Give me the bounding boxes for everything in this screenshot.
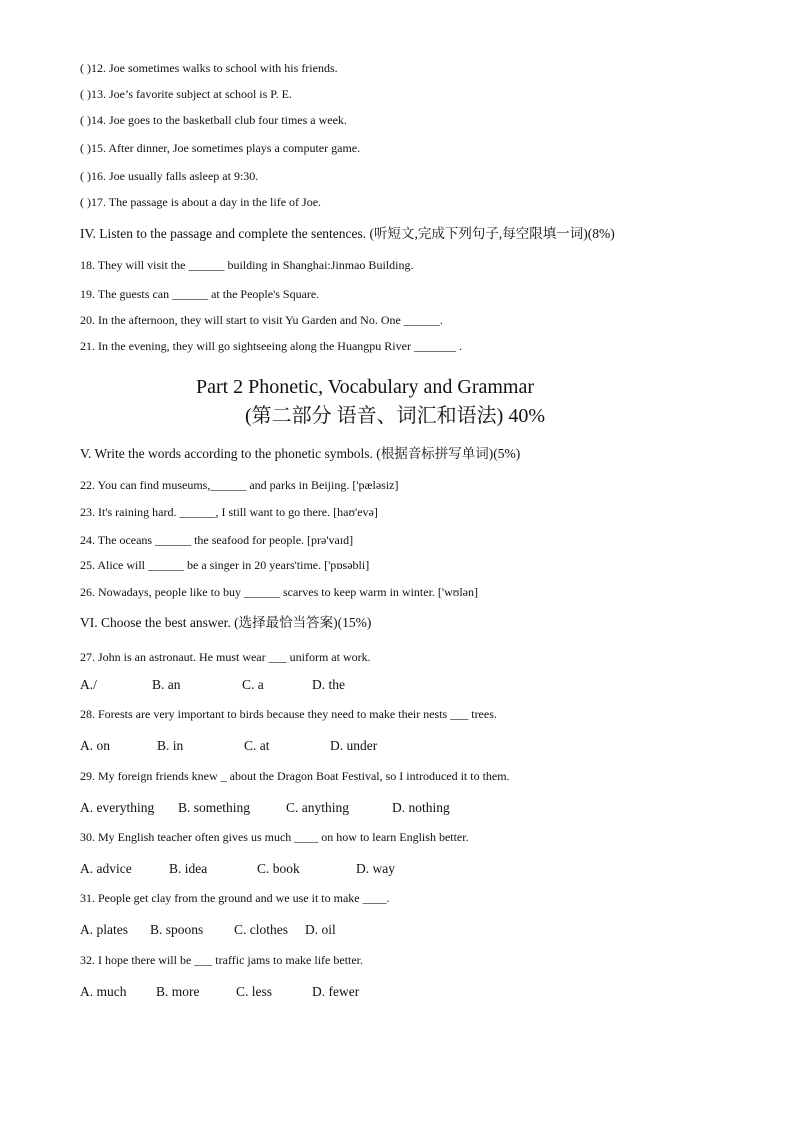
answer-options xyxy=(80,677,540,693)
option-d[interactable]: D. under xyxy=(330,738,378,753)
true-false-item: ( )15. After dinner, Joe sometimes plays a computer game. xyxy=(80,141,361,155)
question-stem: 30. My English teacher often gives us much ____ on how to learn English better. xyxy=(80,830,469,844)
option-a[interactable]: A. on xyxy=(80,738,110,753)
question-stem: 27. John is an astronaut. He must wear ___ uniform at work. xyxy=(80,650,371,664)
option-a[interactable]: A. everything xyxy=(80,800,155,815)
option-d[interactable]: D. way xyxy=(356,861,395,876)
question-stem: 28. Forests are very important to birds because they need to make their nests ___ trees. xyxy=(80,707,497,721)
true-false-item: ( )12. Joe sometimes walks to school with his friends. xyxy=(80,61,338,75)
true-false-item: ( )13. Joe’s favorite subject at school is P. E. xyxy=(80,87,292,101)
answer-options xyxy=(80,922,540,938)
fill-in-item: 20. In the afternoon, they will start to visit Yu Garden and No. One ______. xyxy=(80,313,443,327)
option-a[interactable]: A./ xyxy=(80,677,97,692)
question-stem: 31. People get clay from the ground and we use it to make ____. xyxy=(80,891,390,905)
option-b[interactable]: B. more xyxy=(156,984,200,999)
spelling-item: 26. Nowadays, people like to buy ______ scarves to keep warm in winter. ['wʊlən] xyxy=(80,585,478,599)
option-a[interactable]: A. plates xyxy=(80,922,128,937)
spelling-item: 23. It's raining hard. ______, I still want to go there. [haʊ'evə] xyxy=(80,505,378,519)
part2-title: Part 2 Phonetic, Vocabulary and Grammar xyxy=(195,376,535,398)
fill-in-item: 18. They will visit the ______ building in Shanghai:Jinmao Building. xyxy=(80,258,414,272)
option-c[interactable]: C. anything xyxy=(286,800,349,815)
option-c[interactable]: C. less xyxy=(236,984,273,999)
spelling-item: 25. Alice will ______ be a singer in 20 years'time. ['pɒsəbli] xyxy=(80,558,370,572)
answer-options xyxy=(80,984,540,1000)
option-d[interactable]: D. fewer xyxy=(312,984,360,999)
option-b[interactable]: B. spoons xyxy=(150,922,204,937)
answer-options xyxy=(80,738,540,754)
spelling-item: 22. You can find museums,______ and parks in Beijing. ['pæləsiz] xyxy=(80,478,399,492)
option-c[interactable]: C. book xyxy=(257,861,300,876)
option-c[interactable]: C. at xyxy=(244,738,270,753)
option-d[interactable]: D. oil xyxy=(305,922,336,937)
part2-subtitle: (第二部分 语音、词汇和语法) 40% xyxy=(245,405,545,427)
option-b[interactable]: B. in xyxy=(157,738,184,753)
option-a[interactable]: A. advice xyxy=(80,861,132,876)
true-false-item: ( )17. The passage is about a day in the life of Joe. xyxy=(80,195,322,209)
option-d[interactable]: D. nothing xyxy=(392,800,450,815)
answer-options xyxy=(80,800,540,816)
question-stem: 32. I hope there will be ___ traffic jams to make life better. xyxy=(80,953,364,967)
spelling-item: 24. The oceans ______ the seafood for people. [prə'vaɪd] xyxy=(80,533,354,547)
fill-in-item: 21. In the evening, they will go sightseeing along the Huangpu River _______ . xyxy=(80,339,462,353)
option-b[interactable]: B. an xyxy=(152,677,181,692)
option-c[interactable]: C. a xyxy=(242,677,264,692)
true-false-item: ( )16. Joe usually falls asleep at 9:30. xyxy=(80,169,259,183)
option-b[interactable]: B. something xyxy=(178,800,251,815)
section-vi-heading: VI. Choose the best answer. (选择最恰当答案)(15%) xyxy=(80,615,372,630)
option-b[interactable]: B. idea xyxy=(169,861,208,876)
section-iv-heading: IV. Listen to the passage and complete the sentences. (听短文,完成下列句子,每空限填一词)(8%) xyxy=(80,226,615,241)
answer-options xyxy=(80,861,540,877)
true-false-item: ( )14. Joe goes to the basketball club four times a week. xyxy=(80,113,347,127)
section-v-heading: V. Write the words according to the phonetic symbols. (根据音标拼写单词)(5%) xyxy=(80,446,521,461)
option-c[interactable]: C. clothes xyxy=(234,922,288,937)
option-a[interactable]: A. much xyxy=(80,984,127,999)
option-d[interactable]: D. the xyxy=(312,677,345,692)
question-stem: 29. My foreign friends knew _ about the Dragon Boat Festival, so I introduced it to them. xyxy=(80,769,510,783)
fill-in-item: 19. The guests can ______ at the People's Square. xyxy=(80,287,320,301)
